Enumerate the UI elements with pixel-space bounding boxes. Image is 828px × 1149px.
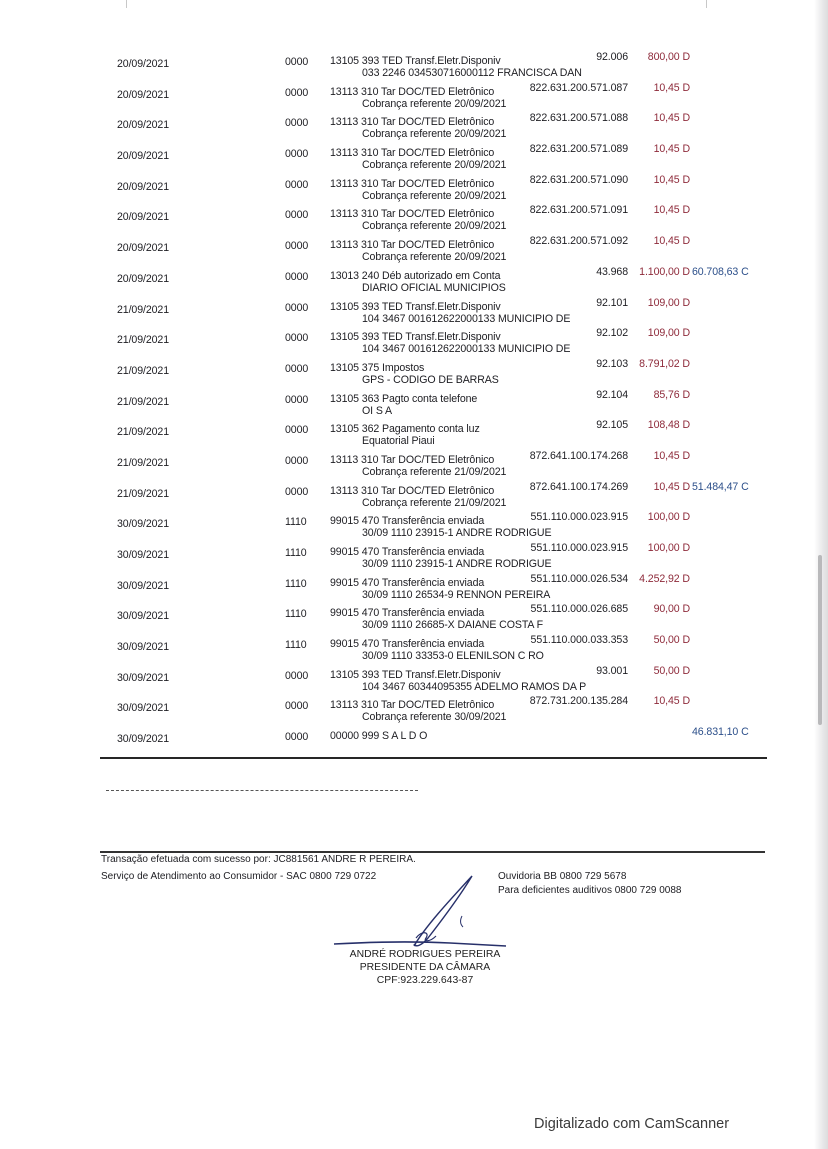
value-cell: 1.100,00 D [639,265,690,278]
agency-cell: 0000 [285,209,309,222]
value-cell: 8.791,02 D [639,357,690,370]
transaction-confirmation: Transação efetuada com sucesso por: JC881561 ANDRE R PEREIRA. [101,854,416,865]
document-cell: 822.631.200.571.089 [529,143,628,156]
agency-cell: 1110 [285,639,307,652]
detail-cell: 30/09 1110 23915-1 ANDRE RODRIGUE [362,527,552,540]
agency-cell: 1110 [285,516,307,529]
agency-cell: 1110 [285,608,307,621]
history-cell: 13105 393 TED Transf.Eletr.Disponiv [330,55,501,67]
history-cell: 13105 363 Pagto conta telefone [330,392,478,405]
date-cell: 20/09/2021 [117,272,170,285]
history-cell: 13113 310 Tar DOC/TED Eletrônico [330,484,495,497]
handwritten-signature [330,872,510,952]
detail-cell: 104 3467 60344095355 ADELMO RAMOS DA P [362,680,587,693]
agency-cell: 0000 [285,86,309,99]
detail-cell: 30/09 1110 26534-9 RENNON PEREIRA [362,588,551,601]
value-cell: 10,45 D [653,449,690,462]
signer-cpf: CPF:923.229.643-87 [376,975,474,986]
value-cell: 100,00 D [647,542,690,554]
agency-cell: 0000 [285,700,309,713]
document-cell: 551.110.000.023.915 [530,542,628,554]
agency-cell: 0000 [285,362,309,375]
date-cell: 21/09/2021 [117,487,170,500]
document-cell: 92.105 [596,419,628,432]
ouvidoria-contact: Ouvidoria BB 0800 729 5678 [498,871,627,882]
history-cell: 13105 362 Pagamento conta luz [330,423,480,436]
date-cell: 20/09/2021 [117,242,170,255]
value-cell: 10,45 D [653,173,690,186]
table-row [0,169,828,200]
date-cell: 30/09/2021 [117,671,170,684]
value-cell: 90,00 D [653,603,690,616]
table-row [0,46,828,77]
date-cell: 21/09/2021 [117,334,170,347]
value-cell: 10,45 D [653,112,690,125]
value-cell: 109,00 D [647,296,690,309]
table-row [0,292,828,323]
detail-cell: 30/09 1110 26685-X DAIANE COSTA F [362,619,544,632]
detail-cell: Cobrança referente 21/09/2021 [362,465,507,478]
detail-cell: Cobrança referente 20/09/2021 [362,97,507,110]
table-row [0,537,828,568]
footer-rule [100,851,765,853]
signature-block [330,948,520,987]
agency-cell: 0000 [285,393,309,406]
agency-cell: 0000 [285,117,309,130]
table-row [0,721,828,752]
history-cell: 13113 310 Tar DOC/TED Eletrônico [330,239,495,252]
date-cell: 21/09/2021 [117,456,170,469]
value-cell: 50,00 D [653,664,690,677]
detail-cell: Cobrança referente 20/09/2021 [362,251,507,264]
agency-cell: 0000 [285,424,309,437]
detail-cell: DIARIO OFICIAL MUNICIPIOS [362,281,506,294]
document-cell: 93.001 [596,664,628,677]
date-cell: 21/09/2021 [117,395,170,408]
detail-cell: 104 3467 001612622000133 MUNICIPIO DE [362,343,571,356]
table-row [0,138,828,172]
table-row [0,476,828,507]
agency-cell: 0000 [285,669,309,682]
table-row [0,261,828,292]
table-end-rule [100,757,767,759]
date-cell: 21/09/2021 [117,364,170,377]
date-cell: 30/09/2021 [117,610,170,623]
date-cell: 20/09/2021 [117,88,170,101]
page-top-mark [126,0,127,8]
history-cell: 13105 393 TED Transf.Eletr.Disponiv [330,668,501,681]
detail-cell: Equatorial Piaui [362,435,435,448]
detail-cell: Cobrança referente 20/09/2021 [362,220,507,233]
detail-cell: Cobrança referente 20/09/2021 [362,159,507,172]
agency-cell: 0000 [285,56,309,68]
history-cell: 00000 999 S A L D O [330,730,428,743]
date-cell: 30/09/2021 [117,733,170,746]
table-row [0,107,828,141]
document-cell: 551.110.000.026.685 [530,603,628,616]
table-row [0,506,828,540]
history-cell: 13113 310 Tar DOC/TED Eletrônico [330,147,495,160]
value-cell: 10,45 D [653,204,690,217]
detail-cell: Cobrança referente 20/09/2021 [362,189,507,202]
document-cell: 551.110.000.026.534 [530,572,628,585]
hearing-impaired-contact: Para deficientes auditivos 0800 729 0088 [498,885,682,896]
document-cell: 822.631.200.571.092 [529,235,628,248]
agency-cell: 0000 [285,270,309,283]
scanner-watermark: Digitalizado com CamScanner [534,1116,730,1132]
agency-cell: 0000 [285,240,309,253]
detail-cell: 30/09 1110 33353-0 ELENILSON C RO [362,650,544,663]
value-cell: 100,00 D [647,511,690,524]
document-cell: 872.731.200.135.284 [529,695,628,708]
detail-cell: 30/09 1110 23915-1 ANDRE RODRIGUE [362,558,552,570]
table-row [0,690,828,724]
date-cell: 20/09/2021 [117,211,170,224]
history-cell: 13113 310 Tar DOC/TED Eletrônico [330,699,495,712]
history-cell: 99015 470 Transferência enviada [330,515,485,528]
document-cell: 551.110.000.023.915 [530,511,628,524]
history-cell: 13113 310 Tar DOC/TED Eletrônico [330,177,495,190]
date-cell: 30/09/2021 [117,549,170,561]
detail-cell: GPS - CODIGO DE BARRAS [362,373,499,386]
agency-cell: 0000 [285,454,309,467]
date-cell: 21/09/2021 [117,303,170,316]
value-cell: 10,45 D [653,235,690,248]
value-cell: 800,00 D [647,51,690,63]
table-row [0,384,828,415]
document-cell: 92.104 [596,388,628,401]
document-cell: 822.631.200.571.087 [529,81,628,94]
date-cell: 30/09/2021 [117,702,170,715]
document-cell: 43.968 [596,265,628,278]
history-cell: 13113 310 Tar DOC/TED Eletrônico [330,116,495,129]
value-cell: 10,45 D [653,143,690,156]
date-cell: 30/09/2021 [117,518,170,531]
table-row [0,414,828,448]
document-cell: 92.101 [596,296,628,309]
table-row [0,445,828,476]
document-cell: 92.102 [596,327,628,340]
agency-cell: 0000 [285,731,309,744]
table-row [0,322,828,356]
history-cell: 99015 470 Transferência enviada [330,607,485,620]
document-cell: 822.631.200.571.090 [529,173,628,186]
page-top-mark [706,0,707,8]
history-cell: 99015 470 Transferência enviada [330,546,485,558]
value-cell: 108,48 D [647,419,690,432]
history-cell: 13013 240 Déb autorizado em Conta [330,269,501,282]
date-cell: 30/09/2021 [117,579,170,592]
value-cell: 85,76 D [653,388,690,401]
document-cell: 872.641.100.174.268 [529,449,628,462]
history-cell: 13105 375 Impostos [330,361,425,374]
value-cell: 10,45 D [653,480,690,493]
agency-cell: 0000 [285,148,309,161]
detail-cell: OI S A [362,404,393,417]
document-cell: 822.631.200.571.088 [529,112,628,125]
table-row [0,629,828,663]
detail-cell: Cobrança referente 30/09/2021 [362,711,507,724]
history-cell: 13113 310 Tar DOC/TED Eletrônico [330,208,495,221]
history-cell: 13105 393 TED Transf.Eletr.Disponiv [330,331,501,344]
date-cell: 20/09/2021 [117,150,170,163]
detail-cell: 033 2246 034530716000112 FRANCISCA DAN [362,67,582,79]
history-cell: 13113 310 Tar DOC/TED Eletrônico [330,453,495,466]
date-cell: 30/09/2021 [117,641,170,654]
agency-cell: 0000 [285,178,309,191]
history-cell: 99015 470 Transferência enviada [330,638,485,651]
detail-cell: Cobrança referente 20/09/2021 [362,128,507,141]
document-cell: 822.631.200.571.091 [529,204,628,217]
document-cell: 551.110.000.033.353 [530,634,628,647]
table-row [0,353,828,384]
agency-cell: 1110 [285,547,307,559]
document-cell: 872.641.100.174.269 [529,480,628,493]
signer-role: PRESIDENTE DA CÂMARA [359,962,491,973]
history-cell: 99015 470 Transferência enviada [330,576,485,589]
history-cell: 13113 310 Tar DOC/TED Eletrônico [330,85,495,98]
document-cell: 92.006 [596,51,628,63]
detail-cell: Cobrança referente 21/09/2021 [362,496,507,509]
signer-name: ANDRÉ RODRIGUES PEREIRA [349,949,501,960]
table-row [0,660,828,691]
statement-table [0,46,828,752]
agency-cell: 0000 [285,332,309,345]
balance-cell: 46.831,10 C [692,726,749,739]
agency-cell: 0000 [285,485,309,498]
date-cell: 20/09/2021 [117,180,170,193]
table-row [0,77,828,108]
value-cell: 109,00 D [647,327,690,340]
balance-cell: 51.484,47 C [692,480,749,493]
agency-cell: 1110 [285,577,307,590]
dashed-separator [106,790,418,791]
sac-contact: Serviço de Atendimento ao Consumidor - SAC 0800 729 0722 [101,871,377,882]
date-cell: 21/09/2021 [117,426,170,439]
value-cell: 10,45 D [653,81,690,94]
detail-cell: 104 3467 001612622000133 MUNICIPIO DE [362,312,571,325]
table-row [0,568,828,599]
value-cell: 50,00 D [653,634,690,647]
date-cell: 20/09/2021 [117,119,170,132]
value-cell: 10,45 D [653,695,690,708]
table-row [0,598,828,632]
table-row [0,230,828,264]
value-cell: 4.252,92 D [639,572,690,585]
agency-cell: 0000 [285,301,309,314]
table-row [0,199,828,233]
history-cell: 13105 393 TED Transf.Eletr.Disponiv [330,300,501,313]
date-cell: 20/09/2021 [117,58,170,70]
balance-cell: 60.708,63 C [692,265,749,278]
document-cell: 92.103 [596,357,628,370]
